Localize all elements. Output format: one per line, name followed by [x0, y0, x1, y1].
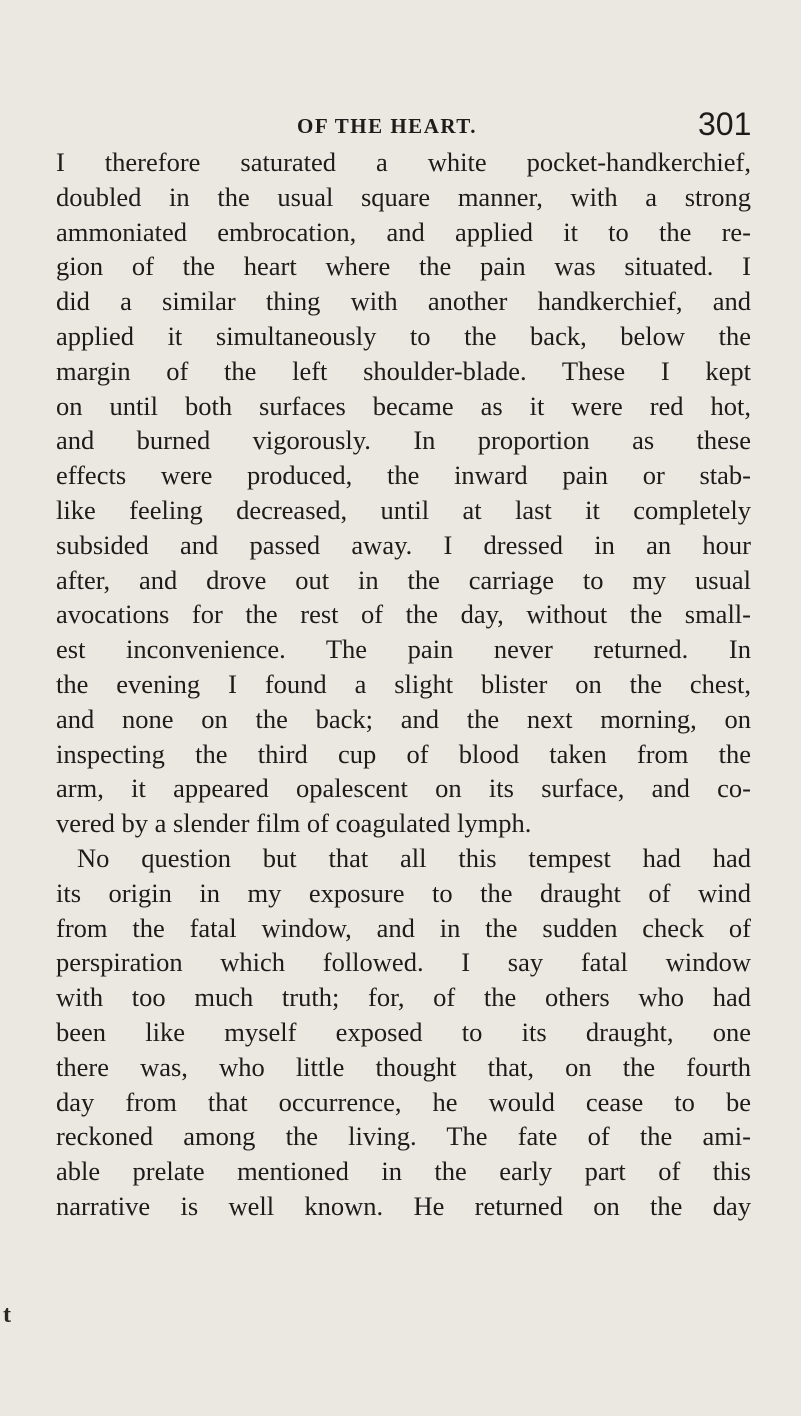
text-line: doubled in the usual square manner, with a strong [56, 181, 751, 212]
text-line: been like myself exposed to its draught, one [56, 1016, 751, 1047]
text-line: on until both surfaces became as it were red hot, [56, 390, 751, 421]
text-line: the evening I found a slight blister on the chest, [56, 668, 751, 699]
text-line: perspiration which followed. I say fatal window [56, 947, 751, 978]
text-line: reckoned among the living. The fate of the ami- [56, 1121, 751, 1152]
text-line: did a similar thing with another handkerchief, and [56, 286, 751, 317]
text-line: arm, it appeared opalescent on its surface, and co- [56, 773, 751, 804]
running-head [0, 106, 801, 146]
text-line: margin of the left shoulder-blade. These I kept [56, 355, 751, 386]
text-line: with too much truth; for, of the others who had [56, 982, 751, 1013]
paragraph-start-line: No question but that all this tempest had had [77, 842, 751, 873]
body-text [56, 145, 751, 1224]
text-line: subsided and passed away. I dressed in an hour [56, 529, 751, 560]
text-line: ammoniated embrocation, and applied it to the re- [56, 216, 751, 247]
text-line: able prelate mentioned in the early part of this [56, 1156, 751, 1187]
text-line: effects were produced, the inward pain or stab- [56, 460, 751, 491]
text-line: like feeling decreased, until at last it completely [56, 494, 751, 525]
text-line: avocations for the rest of the day, without the small- [56, 599, 751, 630]
text-line: est inconvenience. The pain never returned. In [56, 634, 751, 665]
margin-mark: t [3, 1302, 11, 1328]
text-line: I therefore saturated a white pocket-handkerchief, [56, 147, 751, 177]
running-title: OF THE HEART. [297, 114, 477, 138]
text-line: applied it simultaneously to the back, below the [56, 320, 751, 351]
text-line: narrative is well known. He returned on the day [56, 1190, 751, 1221]
text-line: there was, who little thought that, on the fourth [56, 1051, 751, 1082]
text-line: gion of the heart where the pain was situated. I [56, 251, 751, 282]
text-line: inspecting the third cup of blood taken from the [56, 738, 751, 769]
page-number: 301 [698, 106, 752, 142]
text-line: after, and drove out in the carriage to my usual [56, 564, 751, 595]
text-line: and none on the back; and the next morning, on [56, 703, 751, 734]
text-line: its origin in my exposure to the draught of wind [56, 877, 751, 908]
text-line: and burned vigorously. In proportion as these [56, 425, 751, 456]
paragraph-end-line: vered by a slender film of coagulated lymph. [56, 808, 532, 839]
text-line: from the fatal window, and in the sudden check of [56, 912, 751, 943]
text-line: day from that occurrence, he would cease to be [56, 1086, 751, 1117]
